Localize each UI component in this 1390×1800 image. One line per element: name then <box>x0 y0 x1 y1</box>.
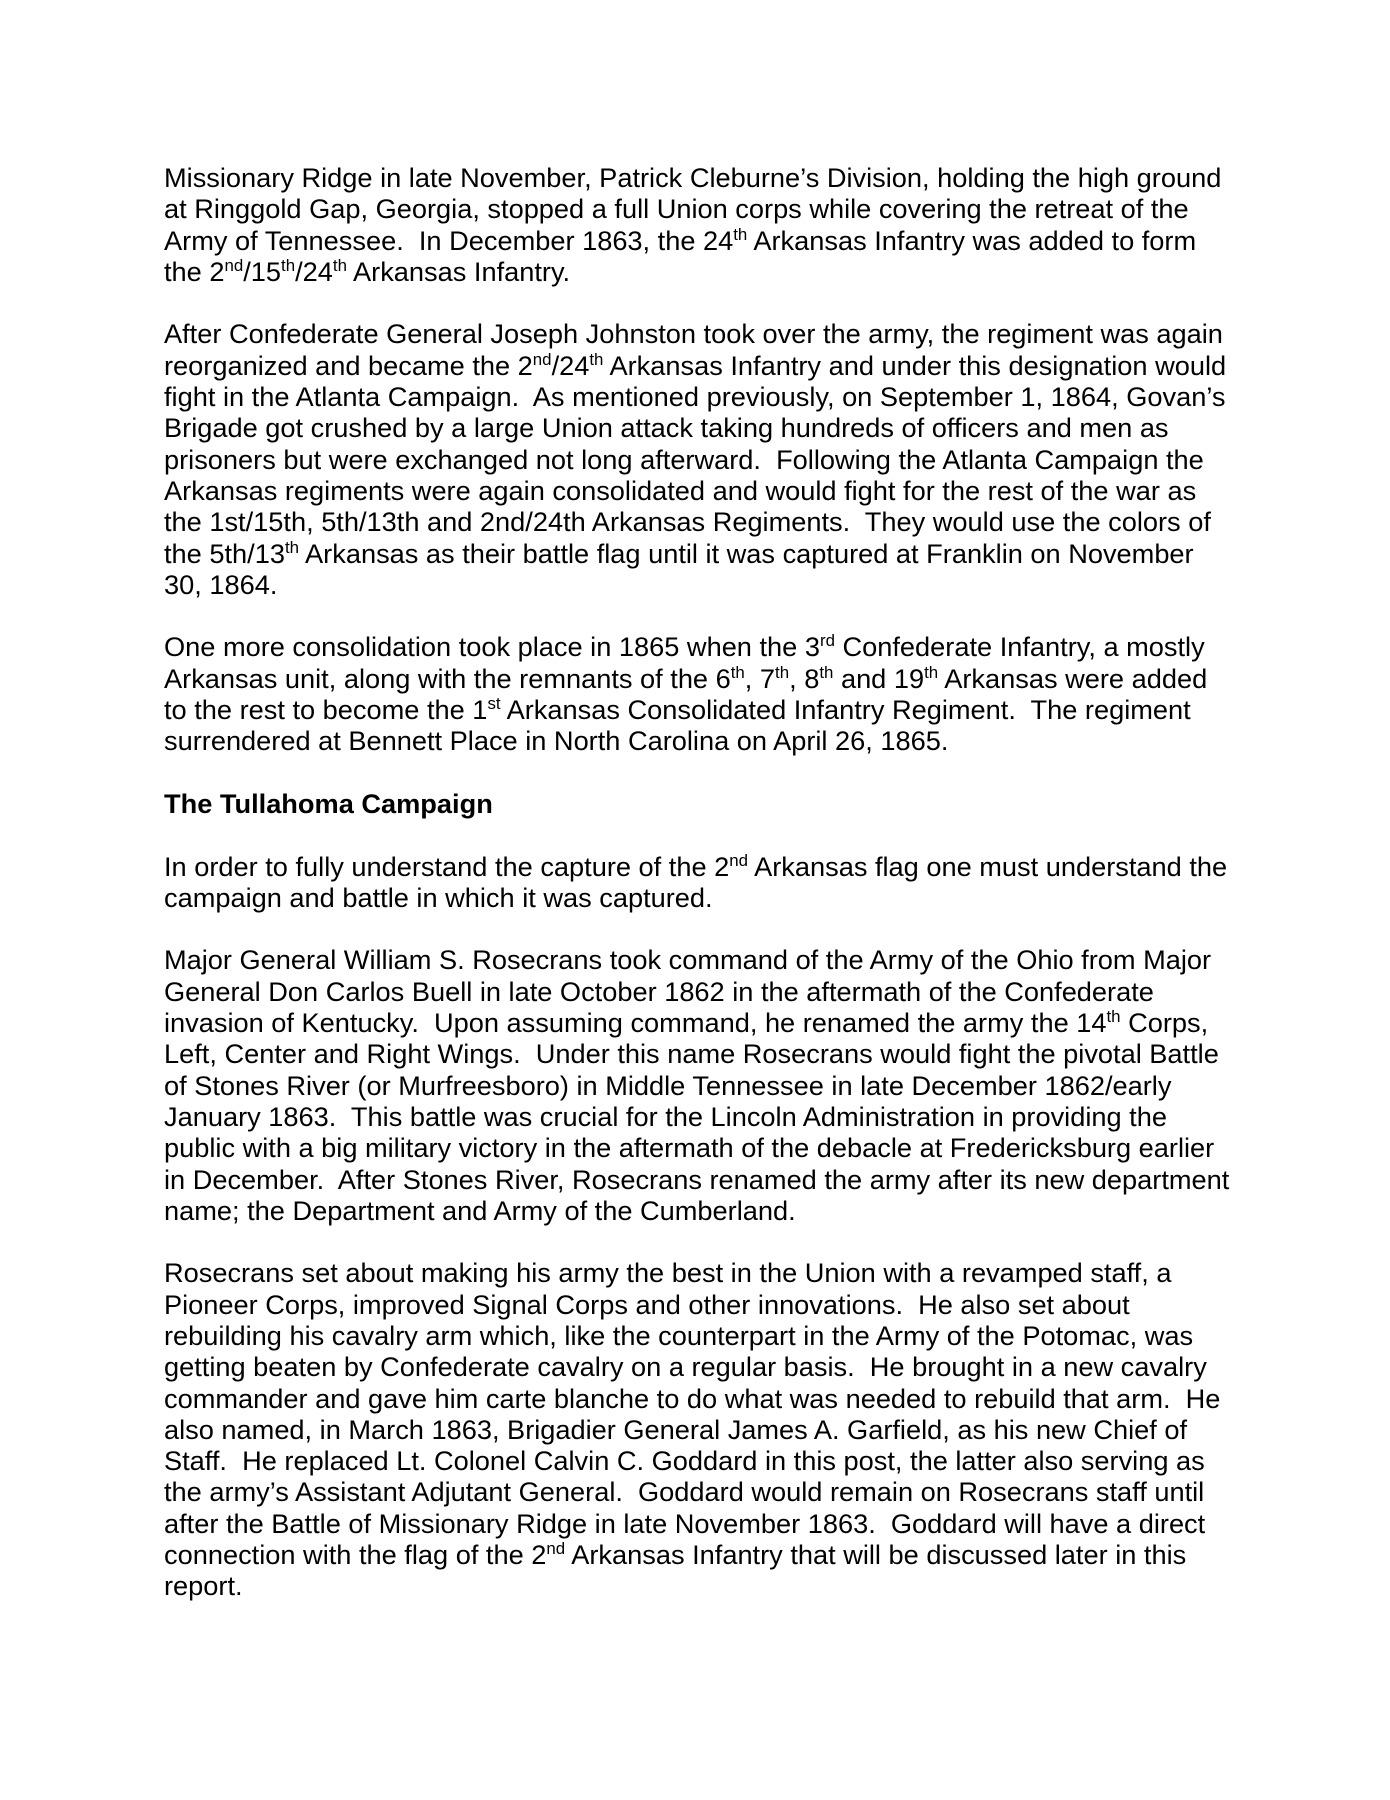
document-content <box>164 162 1237 1633</box>
body-paragraph: After Confederate General Joseph Johnston took over the army, the regiment was again reorganized and became the 2nd/24th Arkansas Infantry and under this designation would fight in the Atlanta Campaign. As mentioned previously, on September 1, 1864, Govan’s Brigade got crushed by a large Union attack taking hundreds of officers and men as prisoners but were exchanged not long afterward. Following the Atlanta Campaign the Arkansas regiments were again consolidated and would fight for the rest of the war as the 1st/15th, 5th/13th and 2nd/24th Arkansas Regiments. They would use the colors of the 5th/13th Arkansas as their battle flag until it was captured at Franklin on November 30, 1864. <box>164 318 1234 600</box>
ordinal-superscript: th <box>924 662 939 682</box>
body-paragraph: Rosecrans set about making his army the best in the Union with a revamped staff, a Pioneer Corps, improved Signal Corps and other innovations. He also set about rebuilding his cavalry arm which, like the counterpart in the Army of the Potomac, was getting beaten by Confederate cavalry on a regular basis. He brought in a new cavalry commander and gave him carte blanche to do what was needed to rebuild that arm. He also named, in March 1863, Brigadier General James A. Garfield, as his new Chief of Staff. He replaced Lt. Colonel Calvin C. Goddard in this post, the latter also serving as the army’s Assistant Adjutant General. Goddard would remain on Rosecrans staff until after the Battle of Missionary Ridge in late November 1863. Goddard will have a direct connection with the flag of the 2nd Arkansas Infantry that will be discussed later in this report. <box>164 1257 1228 1602</box>
ordinal-superscript: th <box>1106 1006 1121 1026</box>
ordinal-superscript: nd <box>532 349 552 369</box>
ordinal-superscript: th <box>332 255 347 275</box>
ordinal-superscript: th <box>284 537 299 557</box>
ordinal-superscript: rd <box>819 631 835 651</box>
ordinal-superscript: nd <box>729 850 749 870</box>
ordinal-superscript: th <box>733 224 748 244</box>
body-paragraph: Missionary Ridge in late November, Patrick Cleburne’s Division, holding the high ground at Ringgold Gap, Georgia, stopped a full Union corps while covering the retreat of the Army of Tennessee. In December 1863, the 24th Arkansas Infantry was added to form the 2nd/15th/24th Arkansas Infantry. <box>164 162 1229 287</box>
ordinal-superscript: th <box>589 349 604 369</box>
ordinal-superscript: nd <box>224 255 244 275</box>
ordinal-superscript: th <box>281 255 296 275</box>
section-heading: The Tullahoma Campaign <box>164 787 493 819</box>
body-paragraph: One more consolidation took place in 1865 when the 3rd Confederate Infantry, a mostly Arkansas unit, along with the remnants of the 6th, 7th, 8th and 19th Arkansas were added to the rest to become the 1st Arkansas Consolidated Infantry Regiment. The regiment surrendered at Bennett Place in North Carolina on April 26, 1865. <box>164 631 1215 757</box>
ordinal-superscript: th <box>730 662 745 682</box>
ordinal-superscript: nd <box>546 1539 566 1558</box>
body-paragraph: Major General William S. Rosecrans took command of the Army of the Ohio from Major General Don Carlos Buell in late October 1862 in the aftermath of the Confederate invasion of Kentucky. Upon assuming command, he renamed the army the 14th Corps, Left, Center and Right Wings. Under this name Rosecrans would fight the pivotal Battle of Stones River (or Murfreesboro) in Middle Tennessee in late December 1862/early January 1863. This battle was crucial for the Lincoln Administration in providing the public with a big military victory in the aftermath of the debacle at Fredericksburg earlier in December. After Stones River, Rosecrans renamed the army after its new department name; the Department and Army of the Cumberland. <box>164 944 1237 1226</box>
ordinal-superscript: th <box>819 662 834 682</box>
ordinal-superscript: st <box>487 693 501 713</box>
body-paragraph: In order to fully understand the capture of the 2nd Arkansas flag one must understand the campaign and battle in which it was captured. <box>164 850 1235 913</box>
ordinal-superscript: th <box>775 662 790 682</box>
